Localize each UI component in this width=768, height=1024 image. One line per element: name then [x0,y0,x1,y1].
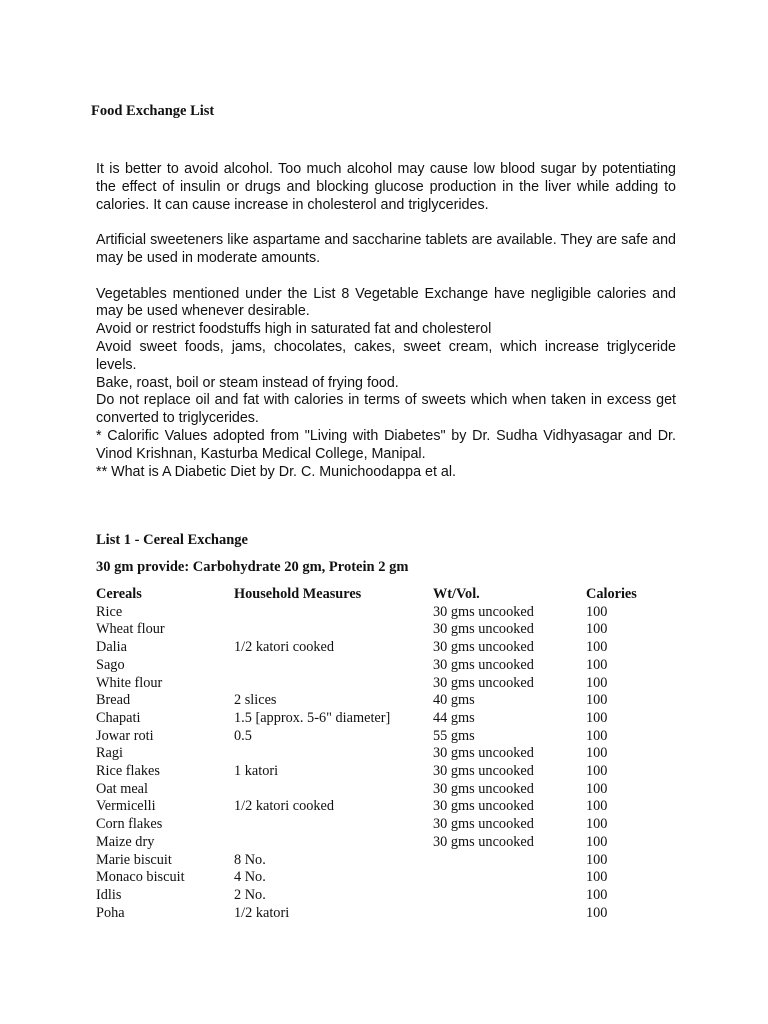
household-measure-cell: 0.5 [234,727,252,744]
household-measure-cell [234,781,433,799]
calories-cell: 100 [586,851,608,868]
table-row [96,657,646,675]
document-title: Food Exchange List [91,103,215,119]
weight-volume-cell: 30 gms uncooked [433,798,534,815]
household-measure-cell [234,604,433,622]
calories-cell: 100 [586,727,608,744]
list1-provides: 30 gm provide: Carbohydrate 20 gm, Protein 2 gm [96,559,409,575]
column-header-household-measures: Household Measures [234,586,362,602]
cereal-name-cell: Maize dry [96,833,155,850]
calories-cell: 100 [586,780,608,797]
weight-volume-cell: 55 gms [433,727,475,744]
cereal-name-cell: Marie biscuit [96,851,172,868]
table-body [96,604,646,923]
calories-cell: 100 [586,816,608,833]
cereal-name-cell: Chapati [96,709,141,726]
table-row [96,816,646,834]
calories-cell: 100 [586,763,608,780]
household-measure-cell: 1/2 katori cooked [234,639,335,656]
table-row [96,604,646,622]
weight-volume-cell [433,905,586,923]
weight-volume-cell: 30 gms uncooked [433,763,534,780]
weight-volume-cell: 44 gms [433,709,475,726]
weight-volume-cell: 30 gms uncooked [433,656,534,673]
cooking-method-paragraph: Bake, roast, boil or steam instead of frying food. [96,374,399,391]
weight-volume-cell: 30 gms uncooked [433,816,534,833]
cereal-name-cell: Dalia [96,639,127,656]
household-measure-cell: 1.5 [approx. 5-6" diameter] [234,709,391,726]
weight-volume-cell [433,852,586,870]
list1-heading: List 1 - Cereal Exchange [96,532,248,548]
table-row [96,798,646,816]
cereal-name-cell: Monaco biscuit [96,869,185,886]
weight-volume-cell: 30 gms uncooked [433,674,534,691]
calories-cell: 100 [586,621,608,638]
table-row [96,745,646,763]
table-row [96,887,646,905]
household-measure-cell [234,621,433,639]
column-header-cereals: Cereals [96,586,142,602]
calories-cell: 100 [586,798,608,815]
sweet-foods-paragraph: Avoid sweet foods, jams, chocolates, cakes, sweet cream, which increase triglyceride levels. [96,338,676,373]
calories-cell: 100 [586,904,608,921]
calories-cell: 100 [586,833,608,850]
table-row [96,639,646,657]
weight-volume-cell: 30 gms uncooked [433,603,534,620]
weight-volume-cell [433,869,586,887]
calories-cell: 100 [586,869,608,886]
table-header-row [96,586,646,604]
cereal-name-cell: White flour [96,674,163,691]
cereal-name-cell: Wheat flour [96,621,165,638]
table-row [96,869,646,887]
calories-cell: 100 [586,709,608,726]
household-measure-cell: 2 No. [234,886,266,903]
household-measure-cell: 4 No. [234,869,266,886]
cereal-name-cell: Rice flakes [96,763,160,780]
cereal-exchange-table [96,586,646,922]
weight-volume-cell: 40 gms [433,692,475,709]
table-row [96,675,646,693]
calories-cell: 100 [586,745,608,762]
household-measure-cell [234,834,433,852]
calories-cell: 100 [586,656,608,673]
intro-text [96,161,676,481]
weight-volume-cell: 30 gms uncooked [433,639,534,656]
household-measure-cell [234,675,433,693]
household-measure-cell [234,816,433,834]
table-row [96,781,646,799]
alcohol-paragraph: It is better to avoid alcohol. Too much alcohol may cause low blood sugar by potentiating the effect of insulin or drugs and blocking glucose production in the liver while adding to calories. It can cause increase in cholesterol and triglycerides. [96,161,676,213]
cereal-name-cell: Ragi [96,745,124,762]
cereal-name-cell: Oat meal [96,780,149,797]
vegetables-paragraph: Vegetables mentioned under the List 8 Vegetable Exchange have negligible calories and may be used whenever desirable. [96,285,676,320]
cereal-name-cell: Vermicelli [96,798,156,815]
table-row [96,692,646,710]
calorific-footnote: * Calorific Values adopted from "Living with Diabetes" by Dr. Sudha Vidhyasagar and Dr. Vinod Krishnan, Kasturba Medical College, Manipal. [96,427,676,462]
diabetic-diet-footnote: ** What is A Diabetic Diet by Dr. C. Munichoodappa et al. [96,463,456,480]
cereal-name-cell: Poha [96,904,125,921]
household-measure-cell: 1/2 katori [234,904,290,921]
cereal-name-cell: Jowar roti [96,727,154,744]
cereal-name-cell: Idlis [96,886,122,903]
weight-volume-cell: 30 gms uncooked [433,780,534,797]
calories-cell: 100 [586,674,608,691]
table-row [96,763,646,781]
cereal-name-cell: Corn flakes [96,816,163,833]
calories-cell: 100 [586,603,608,620]
table-row [96,728,646,746]
calories-cell: 100 [586,886,608,903]
household-measure-cell [234,745,433,763]
household-measure-cell: 8 No. [234,851,266,868]
column-header-calories: Calories [586,586,637,602]
calories-cell: 100 [586,639,608,656]
table-row [96,905,646,923]
table-row [96,621,646,639]
table-row [96,834,646,852]
household-measure-cell: 2 slices [234,692,277,709]
table-row [96,852,646,870]
weight-volume-cell: 30 gms uncooked [433,621,534,638]
weight-volume-cell: 30 gms uncooked [433,833,534,850]
weight-volume-cell: 30 gms uncooked [433,745,534,762]
saturated-fat-paragraph: Avoid or restrict foodstuffs high in saturated fat and cholesterol [96,321,492,338]
household-measure-cell: 1 katori [234,763,279,780]
cereal-name-cell: Bread [96,692,131,709]
household-measure-cell [234,657,433,675]
oil-fat-paragraph: Do not replace oil and fat with calories in terms of sweets which when taken in excess get converted to triglycerides. [96,392,676,427]
table-row [96,710,646,728]
column-header-weight-volume: Wt/Vol. [433,586,480,602]
calories-cell: 100 [586,692,608,709]
sweeteners-paragraph: Artificial sweeteners like aspartame and saccharine tablets are available. They are safe and may be used in moderate amounts. [96,232,676,266]
cereal-name-cell: Sago [96,656,125,673]
household-measure-cell: 1/2 katori cooked [234,798,335,815]
weight-volume-cell [433,887,586,905]
cereal-name-cell: Rice [96,603,123,620]
